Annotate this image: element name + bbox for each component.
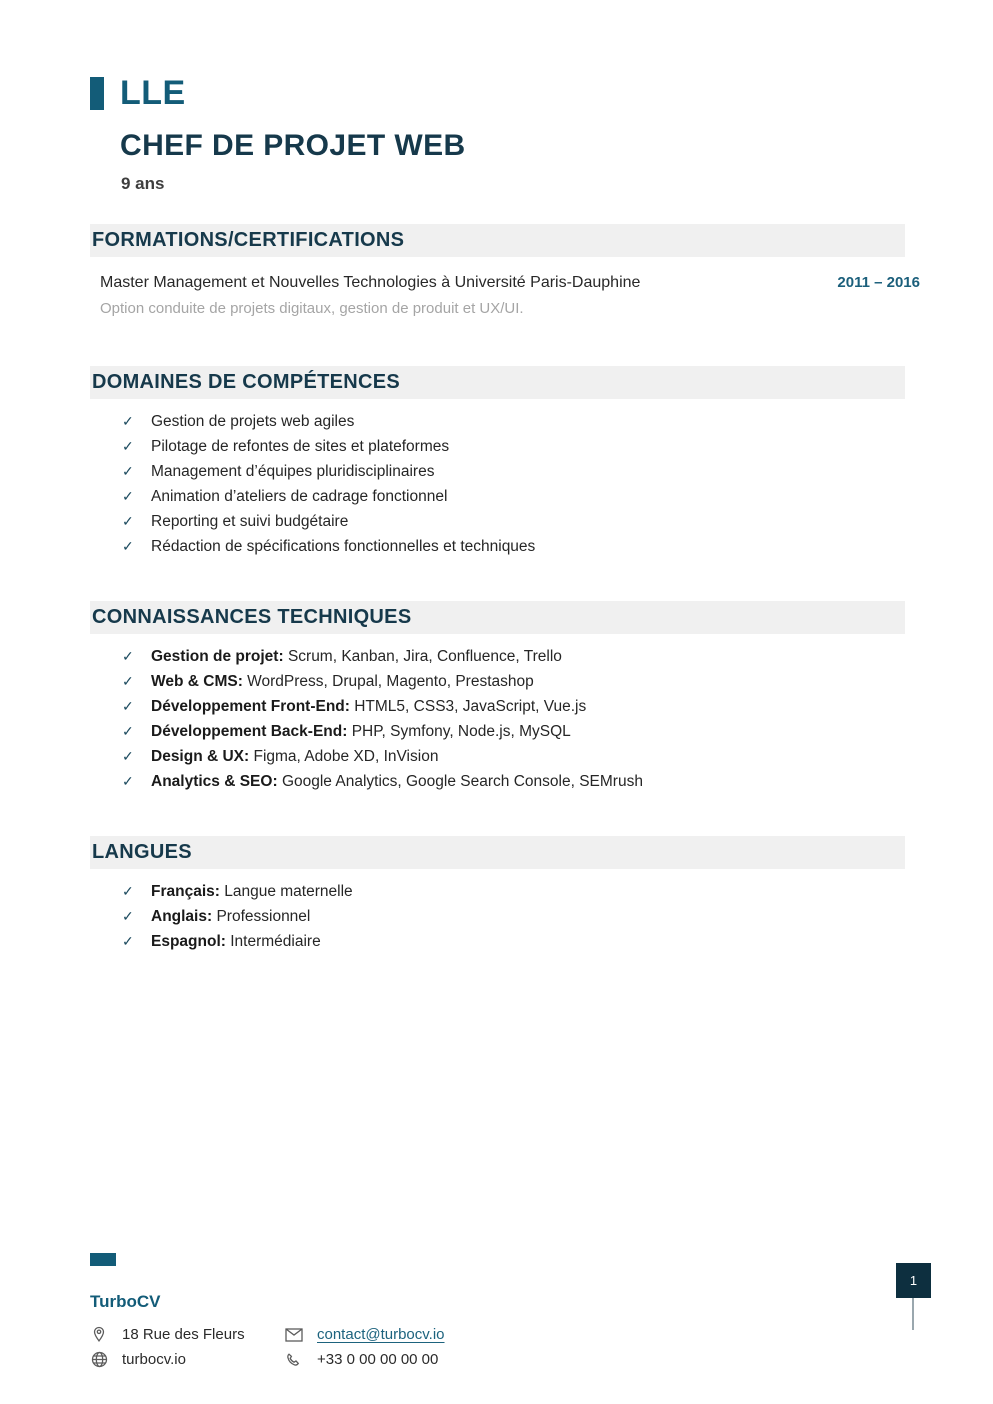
check-icon: ✓ [122, 648, 134, 664]
list-item [90, 748, 920, 773]
education-period: 2011 – 2016 [837, 274, 920, 291]
address-row [90, 1326, 285, 1344]
education-title: Master Management et Nouvelles Technologies à Université Paris-Dauphine [100, 274, 641, 291]
technical-skills-list [90, 648, 920, 798]
check-icon: ✓ [122, 748, 134, 764]
list-item-text: Reporting et suivi budgétaire [151, 513, 349, 530]
languages-list [90, 883, 920, 958]
skill-values: Figma, Adobe XD, InVision [253, 748, 439, 765]
section-heading-connaissances: CONNAISSANCES TECHNIQUES [90, 601, 905, 634]
section-langues [90, 836, 920, 958]
check-icon: ✓ [122, 538, 134, 554]
language-label: Anglais: [151, 908, 217, 925]
accent-bar [90, 77, 104, 110]
location-pin-icon [90, 1326, 108, 1344]
check-icon: ✓ [122, 413, 134, 429]
list-item [90, 698, 920, 723]
section-domaines [90, 366, 920, 563]
page-number: 1 [909, 1273, 918, 1288]
skill-values: PHP, Symfony, Node.js, MySQL [351, 723, 571, 740]
competences-list [90, 413, 920, 563]
skill-values: HTML5, CSS3, JavaScript, Vue.js [354, 698, 587, 715]
website-text: turbocv.io [122, 1351, 186, 1368]
list-item [90, 463, 920, 488]
section-heading-domaines: DOMAINES DE COMPÉTENCES [90, 366, 905, 399]
section-connaissances [90, 601, 920, 798]
skill-category-label: Gestion de projet: [151, 648, 288, 665]
skill-values: Google Analytics, Google Search Console, SEMrush [281, 773, 643, 790]
list-item-text: Animation d’ateliers de cadrage fonctionnel [151, 488, 448, 505]
section-heading-langues: LANGUES [90, 836, 905, 869]
list-item-text: Gestion de projets web agiles [151, 413, 355, 430]
education-entry [90, 274, 920, 317]
check-icon: ✓ [122, 488, 134, 504]
skill-category-label: Web & CMS: [151, 673, 248, 690]
website-row [90, 1351, 285, 1369]
list-item [90, 673, 920, 698]
check-icon: ✓ [122, 673, 134, 689]
language-level: Langue maternelle [224, 883, 353, 900]
page-marker-line [912, 1298, 914, 1330]
language-label: Français: [151, 883, 225, 900]
cv-footer [90, 1253, 920, 1372]
page-number-badge [896, 1263, 931, 1298]
list-item-text: Management d’équipes pluridisciplinaires [151, 463, 435, 480]
section-heading-formations: FORMATIONS/CERTIFICATIONS [90, 224, 905, 257]
email-row [285, 1326, 590, 1344]
list-item [90, 933, 920, 958]
list-item-text: Pilotage de refontes de sites et plateformes [151, 438, 450, 455]
cv-header [90, 74, 920, 194]
candidate-name: LLE [120, 74, 186, 112]
check-icon: ✓ [122, 723, 134, 739]
list-item [90, 438, 920, 463]
list-item [90, 773, 920, 798]
check-icon: ✓ [122, 773, 134, 789]
skill-values: WordPress, Drupal, Magento, Prestashop [247, 673, 534, 690]
language-label: Espagnol: [151, 933, 231, 950]
job-title: CHEF DE PROJET WEB [120, 129, 466, 162]
check-icon: ✓ [122, 463, 134, 479]
skill-values: Scrum, Kanban, Jira, Confluence, Trello [287, 648, 562, 665]
check-icon: ✓ [122, 908, 134, 924]
skill-category-label: Développement Back-End: [151, 723, 352, 740]
education-description: Option conduite de projets digitaux, gestion de produit et UX/UI. [100, 300, 524, 317]
skill-category-label: Design & UX: [151, 748, 254, 765]
language-level: Professionnel [216, 908, 311, 925]
check-icon: ✓ [122, 933, 134, 949]
list-item [90, 908, 920, 933]
address-text: 18 Rue des Fleurs [122, 1326, 245, 1343]
check-icon: ✓ [122, 438, 134, 454]
envelope-icon [285, 1326, 303, 1344]
phone-icon [285, 1351, 303, 1369]
list-item [90, 723, 920, 748]
list-item-text: Rédaction de spécifications fonctionnelles et techniques [151, 538, 536, 555]
footer-accent-rect [90, 1253, 116, 1266]
list-item [90, 413, 920, 438]
phone-text: +33 0 00 00 00 00 [317, 1351, 439, 1368]
skill-category-label: Analytics & SEO: [151, 773, 282, 790]
check-icon: ✓ [122, 513, 134, 529]
experience-years: 9 ans [121, 174, 165, 193]
brand-name: TurboCV [90, 1292, 161, 1311]
skill-category-label: Développement Front-End: [151, 698, 355, 715]
check-icon: ✓ [122, 883, 134, 899]
language-level: Intermédiaire [230, 933, 321, 950]
email-link[interactable]: contact@turbocv.io [317, 1326, 445, 1343]
list-item [90, 883, 920, 908]
section-formations [90, 224, 920, 317]
phone-row [285, 1351, 590, 1369]
list-item [90, 538, 920, 563]
globe-icon [90, 1351, 108, 1369]
list-item [90, 513, 920, 538]
check-icon: ✓ [122, 698, 134, 714]
education-list [90, 274, 920, 317]
list-item [90, 648, 920, 673]
list-item [90, 488, 920, 513]
